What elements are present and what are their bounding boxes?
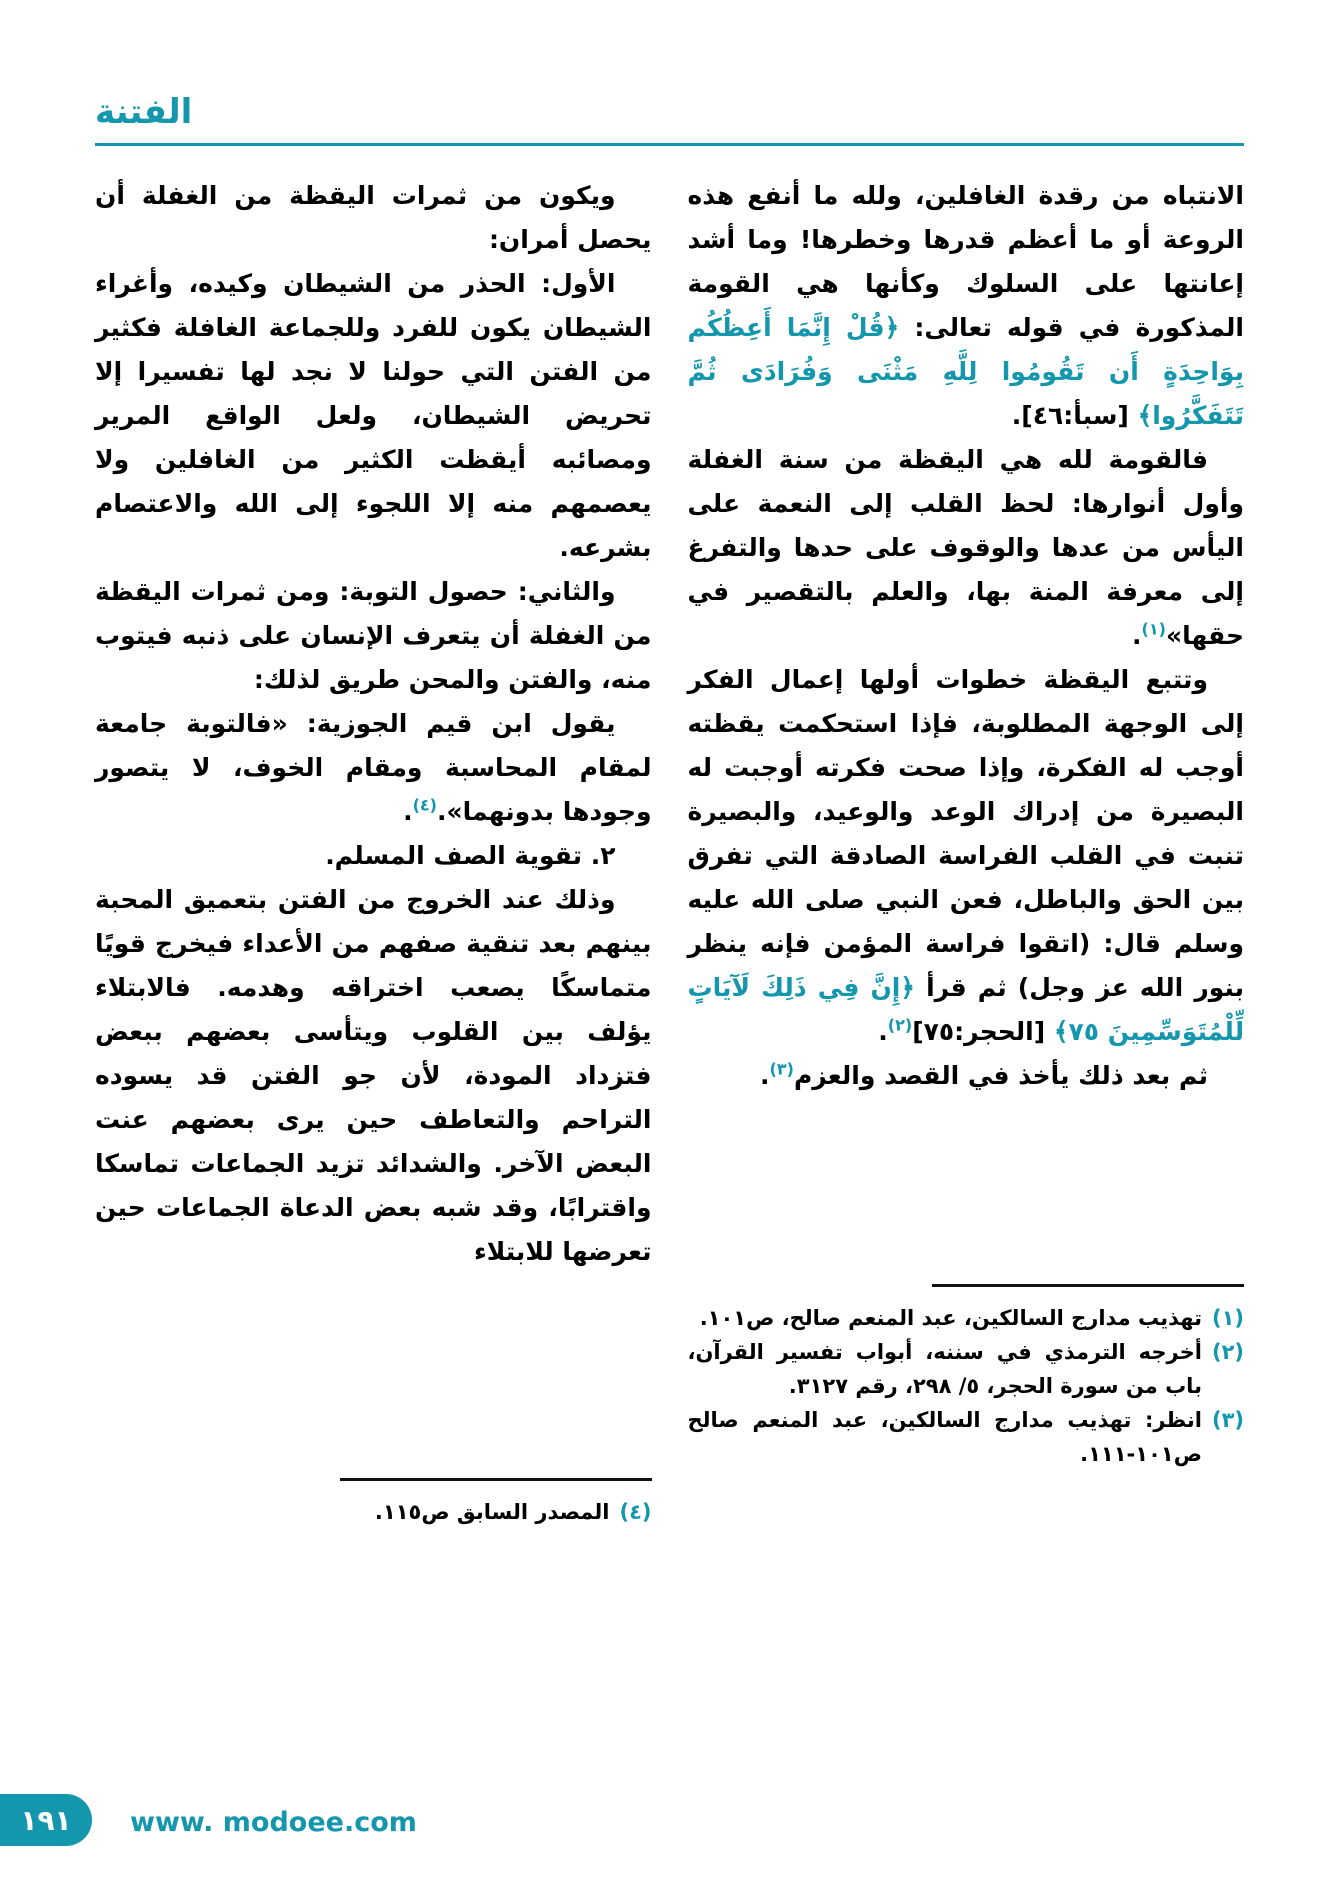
footnote-number: (٤)	[619, 1499, 652, 1524]
column-left	[95, 174, 652, 1529]
header-divider	[95, 143, 1244, 146]
section-title: الفتنة	[95, 92, 193, 132]
website-link[interactable]: www. modoee.com	[130, 1807, 417, 1838]
paragraph: والثاني: حصول التوبة: ومن ثمرات اليقظة من الغفلة أن يتعرف الإنسان على ذنبه فيتوب منه، والفتن والمحن طريق لذلك:	[95, 576, 652, 694]
footnote-item	[95, 1495, 652, 1529]
paragraph-text: .	[878, 1016, 888, 1046]
quran-verse: ﴿إِنَّ فِي ذَلِكَ لَآيَاتٍ لِّلْمُتَوَسِّمِينَ ٧٥﴾	[687, 972, 1244, 1046]
footnotes-right	[688, 1284, 1245, 1471]
footnote-ref: (٤)	[412, 795, 437, 815]
page-number: ١٩١	[20, 1803, 72, 1837]
footnote-item	[688, 1301, 1245, 1335]
paragraph	[688, 174, 1245, 438]
footnote-text: أخرجه الترمذي في سننه، أبواب تفسير القرآن، باب من سورة الحجر، ٥/ ٢٩٨، رقم ٣١٢٧.	[687, 1339, 1202, 1398]
paragraph-text: .	[1132, 620, 1142, 650]
page-header	[95, 92, 1244, 146]
paragraph-text: وتتبع اليقظة خطوات أولها إعمال الفكر إلى الوجهة المطلوبة، فإذا استحكمت يقظته أوجب له الفكرة، وإذا صحت فكرته أوجبت له البصيرة من إدراك الوعد والوعيد، والبصيرة تنبت في القلب الفراسة الصادقة التي تفرق بين الحق والباطل، فعن النبي صلى الله عليه وسلم قال: (اتقوا فراسة المؤمن فإنه ينظر بنور الله عز وجل) ثم قرأ	[687, 664, 1244, 1002]
ayah-reference: [سبأ:٤٦].	[1011, 400, 1138, 430]
subsection-heading: ٢. تقوية الصف المسلم.	[325, 840, 616, 870]
paragraph-text: ثم بعد ذلك يأخذ في القصد والعزم	[793, 1060, 1208, 1090]
footnote-text: تهذيب مدارج السالكين، عبد المنعم صالح، ص١٠١.	[699, 1305, 1202, 1330]
text-columns	[95, 174, 1244, 1529]
footnote-item	[688, 1335, 1245, 1403]
paragraph-text: يقول ابن قيم الجوزية: «فالتوبة جامعة لمقام المحاسبة ومقام الخوف، لا يتصور وجودها بدونهما».	[95, 708, 652, 826]
footnotes-left	[95, 1478, 652, 1529]
paragraph	[688, 1054, 1245, 1098]
paragraph: وذلك عند الخروج من الفتن بتعميق المحبة بينهم بعد تنقية صفهم من الأعداء فيخرج قويًا متماسكًا يصعب اختراقه وهدمه. فالابتلاء يؤلف بين القلوب ويتأسى بعضهم ببعض فتزداد المودة، لأن جو الفتن قد يسوده التراحم والتعاطف حين يرى بعضهم عنت البعض الآخر. والشدائد تزيد الجماعات تماسكا واقترابًا، وقد شبه بعض الدعاة الجماعات حين تعرضها للابتلاء	[95, 884, 652, 1266]
paragraph-text: .	[403, 796, 413, 826]
paragraph: ويكون من ثمرات اليقظة من الغفلة أن يحصل أمران:	[95, 180, 652, 254]
ayah-reference: [الحجر:٧٥]	[912, 1016, 1054, 1046]
page-number-tab	[0, 1794, 92, 1846]
footnote-ref: (٣)	[769, 1059, 794, 1079]
column-right	[688, 174, 1245, 1529]
paragraph-text: فالقومة لله هي اليقظة من سنة الغفلة وأول أنوارها: لحظ القلب إلى النعمة على اليأس من عدها والوقوف على حدها والتفرغ إلى معرفة المنة بها، والعلم بالتقصير في حقها»	[687, 444, 1244, 650]
footnote-item	[688, 1403, 1245, 1471]
footnote-text: انظر: تهذيب مدارج السالكين، عبد المنعم صالح ص١٠١-١١١.	[687, 1407, 1202, 1466]
footnotes-separator	[340, 1478, 652, 1481]
footnote-number: (٣)	[1211, 1407, 1244, 1432]
footnote-ref: (٢)	[887, 1015, 913, 1035]
footnote-text: المصدر السابق ص١١٥.	[374, 1499, 610, 1524]
paragraph	[688, 658, 1245, 1054]
paragraph	[95, 702, 652, 834]
footnote-number: (١)	[1211, 1305, 1244, 1330]
paragraph-text: .	[760, 1060, 770, 1090]
footnote-ref: (١)	[1141, 619, 1166, 639]
paragraph	[688, 438, 1245, 658]
quran-verse: ﴿قُلْ إِنَّمَا أَعِظُكُم بِوَاحِدَةٍ أَن تَقُومُوا لِلَّهِ مَثْنَى وَفُرَادَى ثُمَّ تَتَفَكَّرُوا﴾	[687, 312, 1244, 430]
footnotes-separator	[932, 1284, 1244, 1287]
paragraph-text: الانتباه من رقدة الغافلين، ولله ما أنفع هذه الروعة أو ما أعظم قدرها وخطرها! وما أشد إعانتها على السلوك وكأنها هي القومة المذكورة في قوله تعالى:	[687, 180, 1244, 342]
footnote-number: (٢)	[1211, 1339, 1244, 1364]
paragraph: الأول: الحذر من الشيطان وكيده، وأغراء الشيطان يكون للفرد وللجماعة الغافلة فكثير من الفتن التي حولنا لا نجد لها تفسيرا إلا تحريض الشيطان، ولعل الواقع المرير ومصائبه أيقظت الكثير من الغافلين ولا يعصمهم منه إلا اللجوء إلى الله والاعتصام بشرعه.	[95, 268, 652, 562]
